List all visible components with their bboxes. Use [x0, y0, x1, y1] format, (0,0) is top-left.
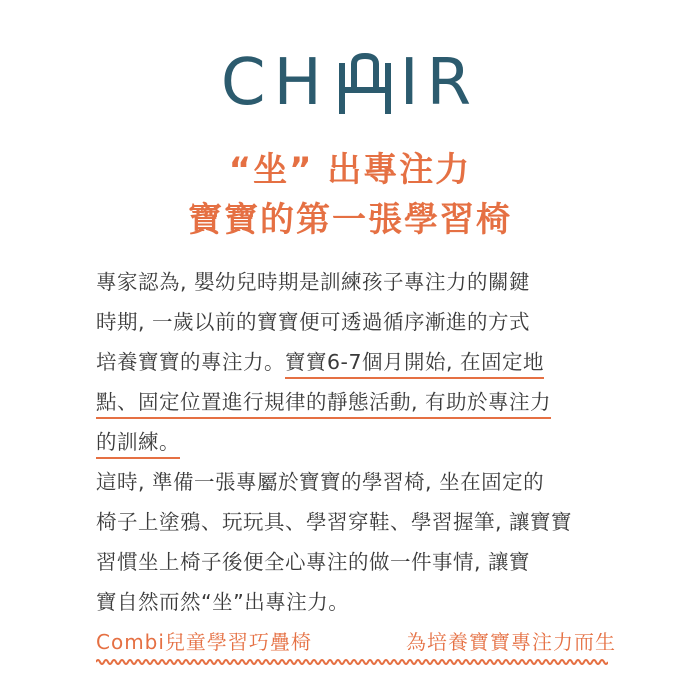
headline-line-1: “坐” 出專注力 — [228, 150, 472, 190]
footer-product-name: Combi兒童學習巧疊椅 — [96, 630, 312, 654]
body-line: 椅子上塗鴉、玩玩具、學習穿鞋、學習握筆, 讓寶寶 — [96, 510, 573, 534]
body-line — [96, 422, 616, 462]
highlighted-text: 的訓練。 — [96, 430, 180, 459]
body-line: 習慣坐上椅子後便全心專注的做一件事情, 讓寶 — [96, 550, 531, 574]
footer-slogan: 為培養寶寶專注力而生 — [406, 630, 616, 654]
body-line — [96, 342, 616, 382]
body-text — [96, 262, 616, 622]
highlighted-text: 點、固定位置進行規律的靜態活動, 有助於專注力 — [96, 390, 551, 419]
body-line: 專家認為, 嬰幼兒時期是訓練孩子專注力的關鍵 — [96, 270, 531, 294]
footer-tagline — [96, 626, 616, 662]
body-line-part: 培養寶寶的專注力。 — [96, 350, 285, 374]
logo-text-left: CH — [220, 46, 330, 120]
headline-line-2: 寶寶的第一張學習椅 — [188, 200, 512, 240]
body-line: 寶自然而然“坐”出專注力。 — [96, 590, 350, 614]
wavy-underline — [96, 658, 608, 666]
body-line: 時期, 一歲以前的寶寶便可透過循序漸進的方式 — [96, 310, 531, 334]
chair-icon — [336, 52, 394, 114]
highlighted-text: 寶寶6-7個月開始, 在固定地 — [285, 350, 544, 379]
body-line: 這時, 準備一張專屬於寶寶的學習椅, 坐在固定的 — [96, 470, 545, 494]
chair-logo — [0, 46, 700, 120]
body-line — [96, 382, 616, 422]
logo-text-right: IR — [399, 46, 480, 120]
